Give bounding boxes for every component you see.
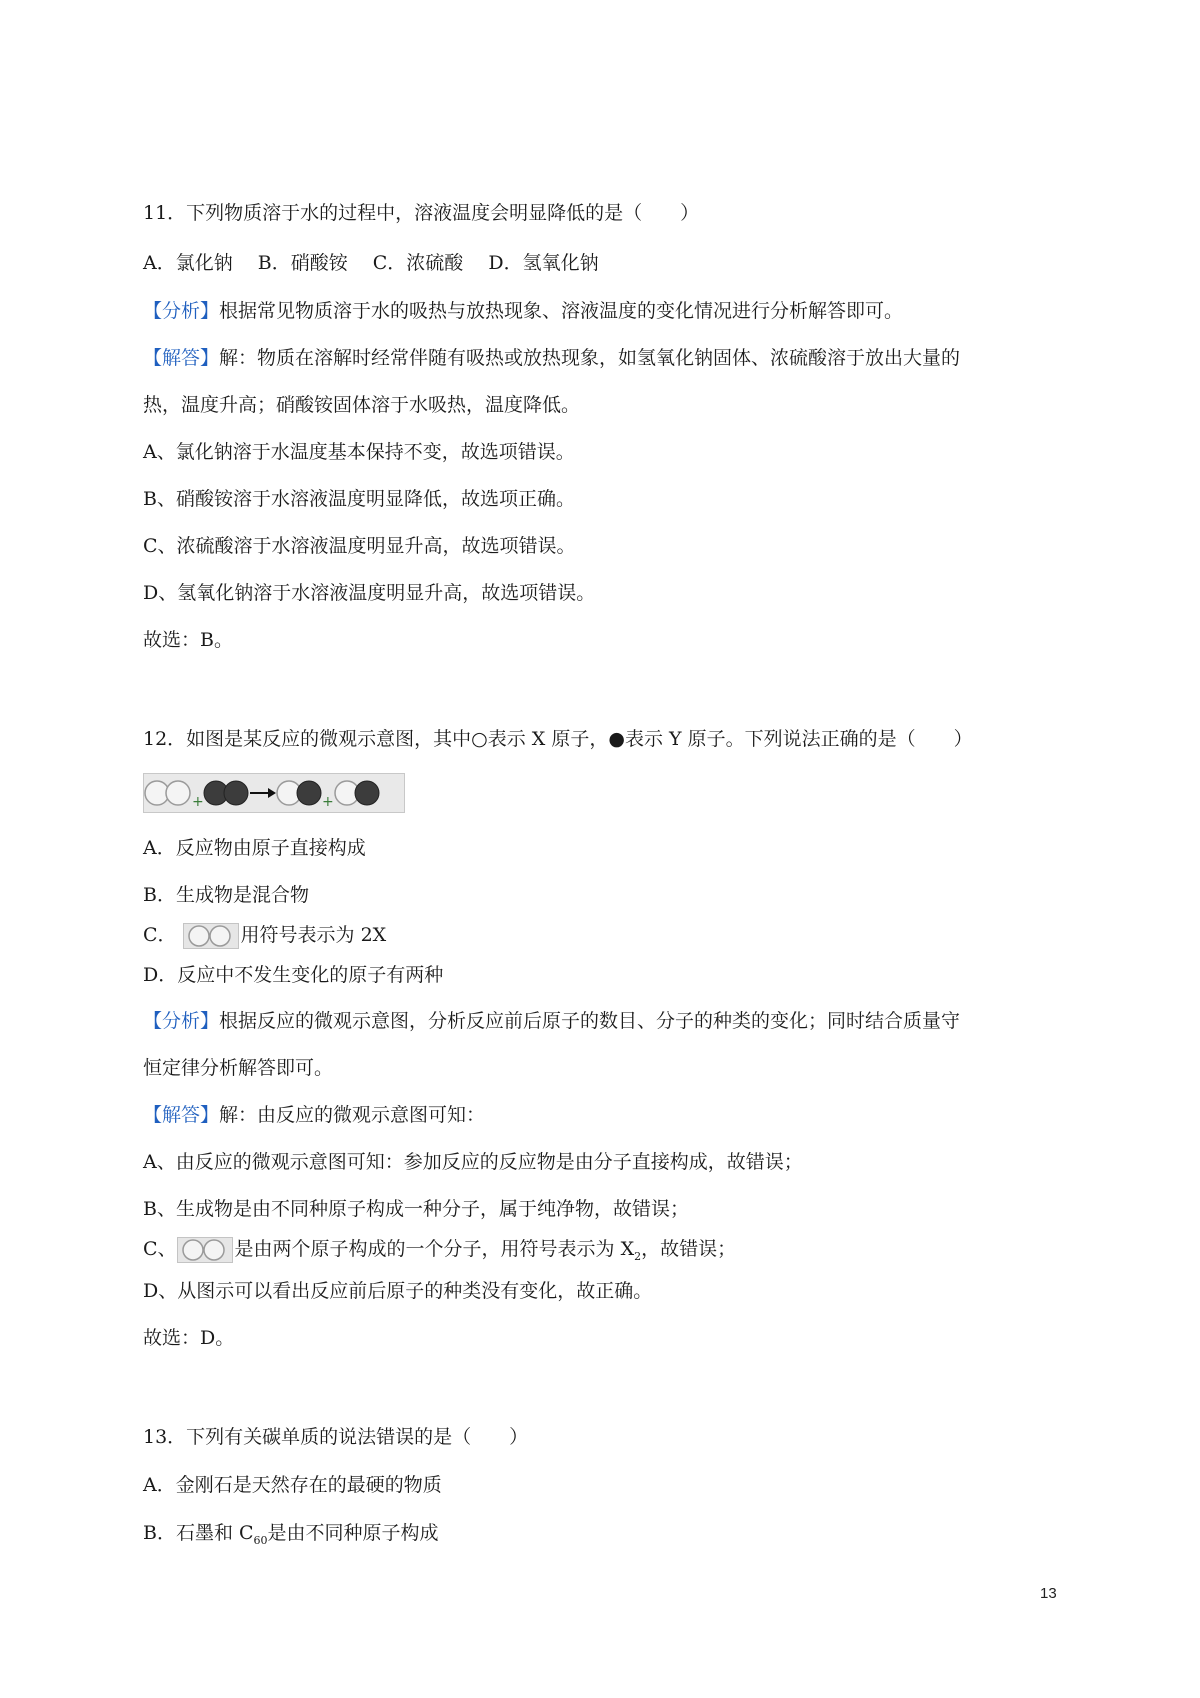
q11-answer-line-1 [143,345,960,371]
q11-analysis [143,298,903,324]
q11-explain-c: C、浓硫酸溶于水溶液温度明显升高，故选项错误。 [143,535,576,557]
q11-answer-line-2: 热，温度升高；硝酸铵固体溶于水吸热，温度降低。 [143,394,581,416]
q11-explain-d: D、氢氧化钠溶于水溶液温度明显升高，故选项错误。 [143,582,596,604]
reaction-diagram [143,773,405,813]
plus-sign: + [192,794,204,810]
q12-explain-c-end: ，故错误； [641,1238,737,1260]
answer-tag: 【解答】 [143,347,220,369]
arrow-head-icon [268,788,276,798]
q12-explain-b: B、生成物是由不同种原子构成一种分子，属于纯净物，故错误； [143,1198,689,1220]
q12-analysis-line-1 [143,1008,960,1034]
q11-answer-text: 解：物质在溶解时经常伴随有吸热或放热现象，如氢氧化钠固体、浓硫酸溶于放出大量的 [219,347,961,369]
plus-sign: + [322,794,334,810]
q11-explain-b: B、硝酸铵溶于水溶液温度明显降低，故选项正确。 [143,488,575,510]
x2-molecule-image [177,1237,233,1263]
q12-explain-c-text: 是由两个原子构成的一个分子，用符号表示为 X [234,1238,635,1260]
q13-option-b-suffix: 是由不同种原子构成 [267,1522,439,1544]
q13-stem: 13．下列有关碳单质的说法错误的是（ ） [143,1426,529,1448]
reaction-diagram-svg [144,774,404,812]
q12-explain-d: D、从图示可以看出反应前后原子的种类没有变化，故正确。 [143,1280,653,1302]
q12-option-a: A．反应物由原子直接构成 [143,837,366,859]
answer-tag: 【解答】 [143,1104,220,1126]
q12-answer [143,1102,485,1128]
q12-stem: 12．如图是某反应的微观示意图，其中○表示 X 原子，●表示 Y 原子。下列说法正确的是（ ） [143,728,973,750]
q12-explain-a: A、由反应的微观示意图可知：参加反应的反应物是由分子直接构成，故错误； [143,1151,803,1173]
y-atom [355,781,379,805]
q12-analysis-text: 根据反应的微观示意图，分析反应前后原子的数目、分子的种类的变化；同时结合质量守 [219,1010,961,1032]
y-atom [297,781,321,805]
subscript: 2 [634,1249,642,1263]
q11-explain-a: A、氯化钠溶于水温度基本保持不变，故选项错误。 [143,441,575,463]
q12-option-c-prefix: C． [143,924,177,946]
q12-option-b: B．生成物是混合物 [143,884,309,906]
q13-option-b-prefix: B．石墨和 C [143,1522,254,1544]
q12-answer-text: 解：由反应的微观示意图可知： [219,1104,486,1126]
q12-explain-c-prefix: C、 [143,1238,177,1260]
x-atom [166,781,190,805]
q12-option-c [143,922,386,949]
q12-analysis-line-2: 恒定律分析解答即可。 [143,1057,334,1079]
q12-option-d: D．反应中不发生变化的原子有两种 [143,964,444,986]
analysis-tag: 【分析】 [143,300,220,322]
q12-explain-c [143,1236,736,1270]
y-atom [224,781,248,805]
q11-options: A．氯化钠 B．硝酸铵 C．浓硫酸 D．氢氧化钠 [143,252,599,274]
analysis-tag: 【分析】 [143,1010,220,1032]
q12-option-c-suffix: 用符号表示为 2X [240,924,387,946]
q11-stem: 11．下列物质溶于水的过程中，溶液温度会明显降低的是（ ） [143,202,700,224]
q11-choice: 故选：B。 [143,629,233,651]
q11-analysis-text: 根据常见物质溶于水的吸热与放热现象、溶液温度的变化情况进行分析解答即可。 [219,300,904,322]
q13-option-a: A．金刚石是天然存在的最硬的物质 [143,1474,442,1496]
q12-choice: 故选：D。 [143,1327,235,1349]
q13-option-b [143,1520,439,1554]
x2-molecule-image [183,923,239,949]
subscript: 60 [253,1533,268,1547]
page-number: 13 [1040,1585,1057,1602]
